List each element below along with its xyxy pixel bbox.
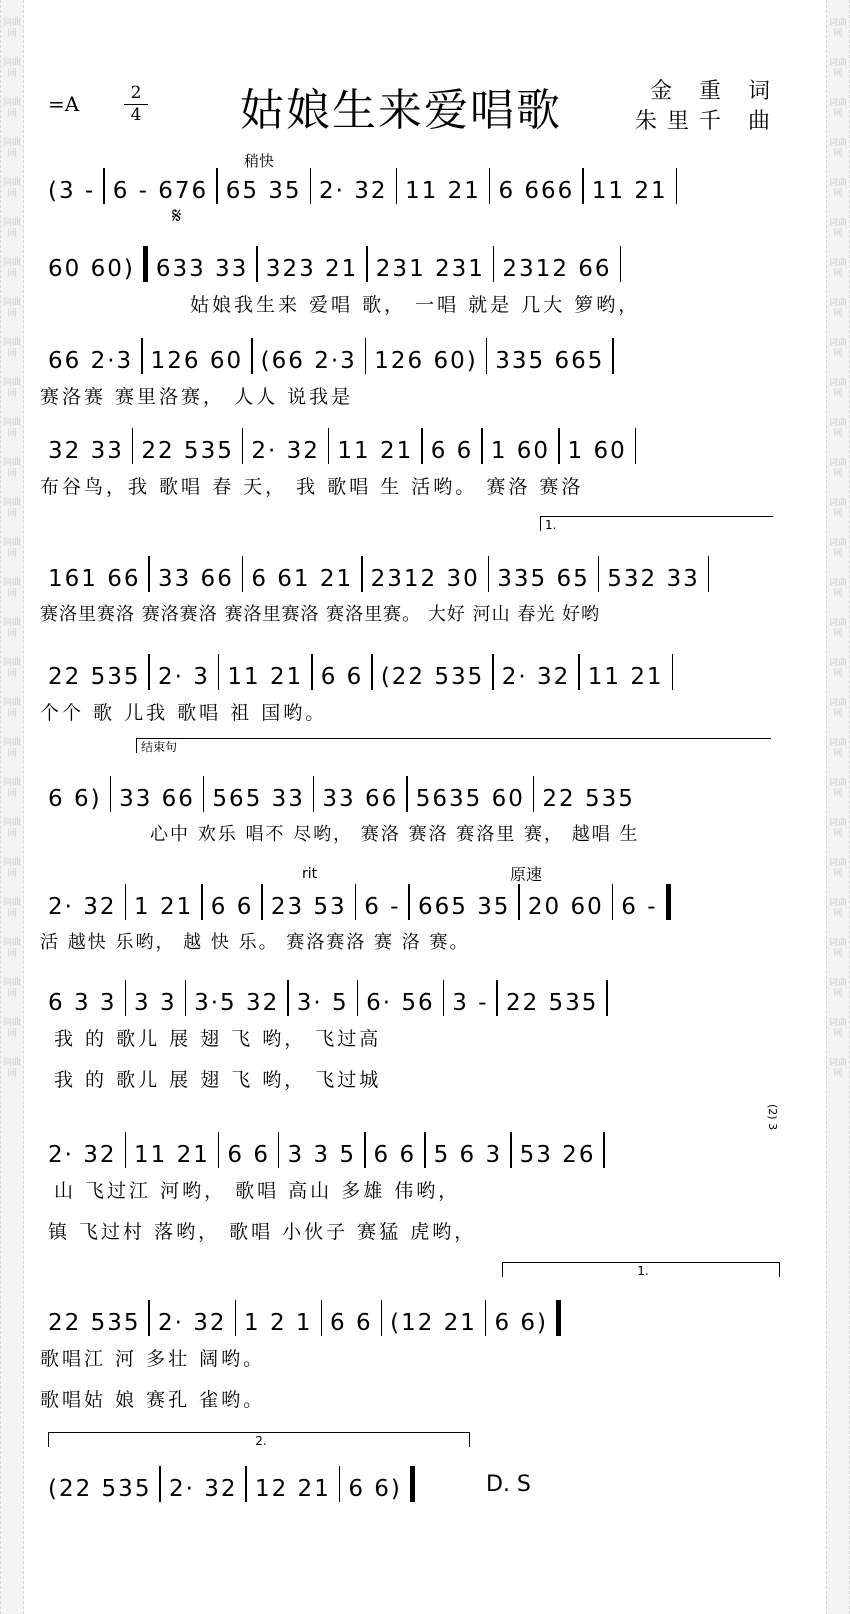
measure: 11 21: [134, 1142, 210, 1168]
lyrics-line: 布谷鸟，我 歌唱 春 天， 我 歌唱 生 活哟。 赛洛 赛洛: [40, 476, 584, 498]
measure: 20 60: [527, 894, 604, 920]
time-signature-top: 2: [130, 83, 142, 103]
left-watermark-strip: 词曲网 词曲网 词曲网 词曲网 词曲网 词曲网 词曲网 词曲网 词曲网 词曲网 词曲网 词曲网 词曲网 词曲网 词曲网 词曲网 词曲网 词曲网 词曲网 词曲网 词曲网 词曲网 词曲网 词曲网 词曲网 词曲网 词曲网: [0, 0, 24, 1614]
dal-segno-marking: D. S: [486, 1472, 531, 1497]
score-line-6: [40, 654, 780, 725]
measure: 22 535: [141, 438, 234, 464]
measure: 665 35: [417, 894, 511, 920]
measure: 6 6: [430, 438, 474, 464]
measure: 11 21: [227, 664, 304, 690]
measure: 11 21: [405, 178, 481, 204]
measure: 3·5 32: [194, 990, 280, 1016]
score-line-3: [40, 338, 780, 409]
key-signature: =A: [48, 92, 80, 116]
score-line-2: [40, 246, 780, 317]
lyrics-line: 姑娘我生来 爱唱 歌， 一唱 就是 几大 箩哟，: [190, 294, 641, 316]
measure: 23 53: [270, 894, 347, 920]
volta-bracket-1b: 1.: [502, 1262, 780, 1277]
lyrics-line-verse-2: 歌唱姑 娘 赛孔 雀哟。: [40, 1389, 266, 1411]
lyrics-line: 个个 歌 儿我 歌唱 祖 国哟。: [40, 702, 328, 724]
measure: 5635 60: [415, 786, 525, 812]
song-title: 姑娘生来爱唱歌: [240, 85, 562, 136]
score-line-10: [40, 1132, 780, 1244]
measure: 323 21: [265, 256, 359, 282]
measure: 2· 32: [157, 1310, 227, 1336]
measure: 33 66: [322, 786, 399, 812]
measure: 633 33: [155, 256, 249, 282]
measure: 6 6: [320, 664, 364, 690]
measure: 126 60): [374, 348, 478, 374]
measure: 33 66: [157, 566, 234, 592]
measure: 6· 56: [366, 990, 435, 1016]
measure: 2· 32: [319, 178, 388, 204]
measure: (12 21: [390, 1310, 477, 1336]
measure: 1 21: [134, 894, 194, 920]
measure: 2· 32: [48, 1142, 117, 1168]
measure: 6 - 676: [112, 178, 209, 204]
measure: (22 535: [48, 1476, 152, 1502]
segno-sign: 𝄋: [172, 204, 182, 229]
measure: 6 6: [373, 1142, 417, 1168]
measure: 22 535: [542, 786, 635, 812]
measure: (66 2·3: [260, 348, 357, 374]
measure: 3 3 5: [287, 1142, 356, 1168]
measure: 2· 32: [48, 894, 117, 920]
measure: 65 35: [225, 178, 302, 204]
measure: 22 535: [48, 664, 141, 690]
measure: 2· 32: [168, 1476, 238, 1502]
measure: 12 21: [254, 1476, 331, 1502]
measure: 3· 5: [296, 990, 349, 1016]
volta-bracket-2: 2.: [48, 1432, 470, 1447]
measure: 565 33: [212, 786, 305, 812]
measure: 6 666: [498, 178, 575, 204]
measure: 335 665: [495, 348, 605, 374]
a-tempo-marking: 原速: [510, 865, 543, 884]
score-line-11: [40, 1300, 780, 1412]
lyrics-line: 活 越快 乐哟， 越 快 乐。 赛洛赛洛 赛 洛 赛。: [40, 932, 470, 953]
measure: 6 6: [210, 894, 254, 920]
measure: 335 65: [497, 566, 590, 592]
measure: 6 6): [48, 786, 102, 812]
measure: 6 6): [494, 1310, 549, 1336]
lyrics-line: 心中 欢乐 唱不 尽哟， 赛洛 赛洛 赛洛里 赛， 越唱 生: [150, 824, 640, 845]
measure: 1 2 1: [244, 1310, 313, 1336]
measure: 532 33: [607, 566, 700, 592]
lyrics-line-verse-1: 我 的 歌儿 展 翅 飞 哟， 飞过高: [54, 1028, 382, 1050]
measure: 2· 3: [157, 664, 210, 690]
volta-bracket-1: 1.: [540, 516, 773, 531]
measure: 32 33: [48, 438, 124, 464]
measure: 11 21: [337, 438, 414, 464]
lyrics-line: 赛洛里赛洛 赛洛赛洛 赛洛里赛洛 赛洛里赛。 大好 河山 春光 好哟: [40, 604, 601, 625]
measure: 11 21: [587, 664, 664, 690]
time-signature: [124, 84, 148, 125]
composer-credit: 朱里千 曲: [635, 109, 780, 134]
measure: 2· 32: [251, 438, 320, 464]
measure: 3 -: [452, 990, 489, 1016]
score-line-8: [40, 884, 780, 954]
measure: 66 2·3: [48, 348, 134, 374]
measure: 6 6: [227, 1142, 270, 1168]
score-line-9: [40, 980, 780, 1092]
score-line-4: [40, 428, 780, 499]
measure: 22 535: [48, 1310, 141, 1336]
measure: 1 60: [567, 438, 627, 464]
lyrics-line-verse-1: 歌唱江 河 多壮 阔哟。: [40, 1348, 266, 1370]
tempo-marking: 稍快: [244, 152, 275, 170]
measure: (22 535: [380, 664, 485, 690]
measure: 6 6: [330, 1310, 373, 1336]
lyrics-line: 赛洛赛 赛里洛赛， 人人 说我是: [40, 386, 354, 408]
measure: 6 -: [621, 894, 658, 920]
time-signature-bottom: 4: [130, 105, 142, 125]
measure: 22 535: [505, 990, 599, 1016]
measure: 2312 66: [502, 256, 612, 282]
score-line-7: [40, 776, 780, 846]
measure: 11 21: [591, 178, 668, 204]
measure: 6 61 21: [251, 566, 354, 592]
measure: (3 -: [48, 178, 96, 204]
measure: 33 66: [119, 786, 195, 812]
right-watermark-strip: 词曲网 词曲网 词曲网 词曲网 词曲网 词曲网 词曲网 词曲网 词曲网 词曲网 词曲网 词曲网 词曲网 词曲网 词曲网 词曲网 词曲网 词曲网 词曲网 词曲网 词曲网 词曲网 词曲网 词曲网 词曲网 词曲网 词曲网: [826, 0, 850, 1614]
measure: 161 66: [48, 566, 141, 592]
measure: 6 6): [348, 1476, 402, 1502]
measure: 60 60): [48, 256, 135, 282]
measure: 2312 30: [370, 566, 480, 592]
measure: 5 6 3: [433, 1142, 503, 1168]
lyrics-line-verse-1: 山 飞过江 河哟， 歌唱 高山 多雄 伟哟，: [54, 1180, 461, 1202]
lyrics-line-verse-2: 我 的 歌儿 展 翅 飞 哟， 飞过城: [54, 1069, 382, 1091]
score-line-1: [40, 168, 780, 204]
measure: 3 3: [134, 990, 177, 1016]
lyrics-line-verse-2: 镇 飞过村 落哟， 歌唱 小伙子 赛猛 虎哟，: [48, 1221, 477, 1243]
measure: 126 60: [150, 348, 244, 374]
measure: 6 3 3: [48, 990, 117, 1016]
score-line-5: [40, 556, 780, 626]
lyricist-credit: 金 重 词: [650, 79, 780, 104]
repeat-count-mark: (2) 3: [766, 1104, 779, 1131]
measure: 1 60: [490, 438, 551, 464]
score-line-12: [40, 1466, 780, 1502]
measure: 53 26: [519, 1142, 596, 1168]
ending-section-bracket: 结束句: [136, 738, 771, 753]
measure: 2· 32: [501, 664, 571, 690]
measure: 231 231: [375, 256, 485, 282]
rit-marking: rit: [302, 866, 318, 882]
measure: 6 -: [364, 894, 401, 920]
